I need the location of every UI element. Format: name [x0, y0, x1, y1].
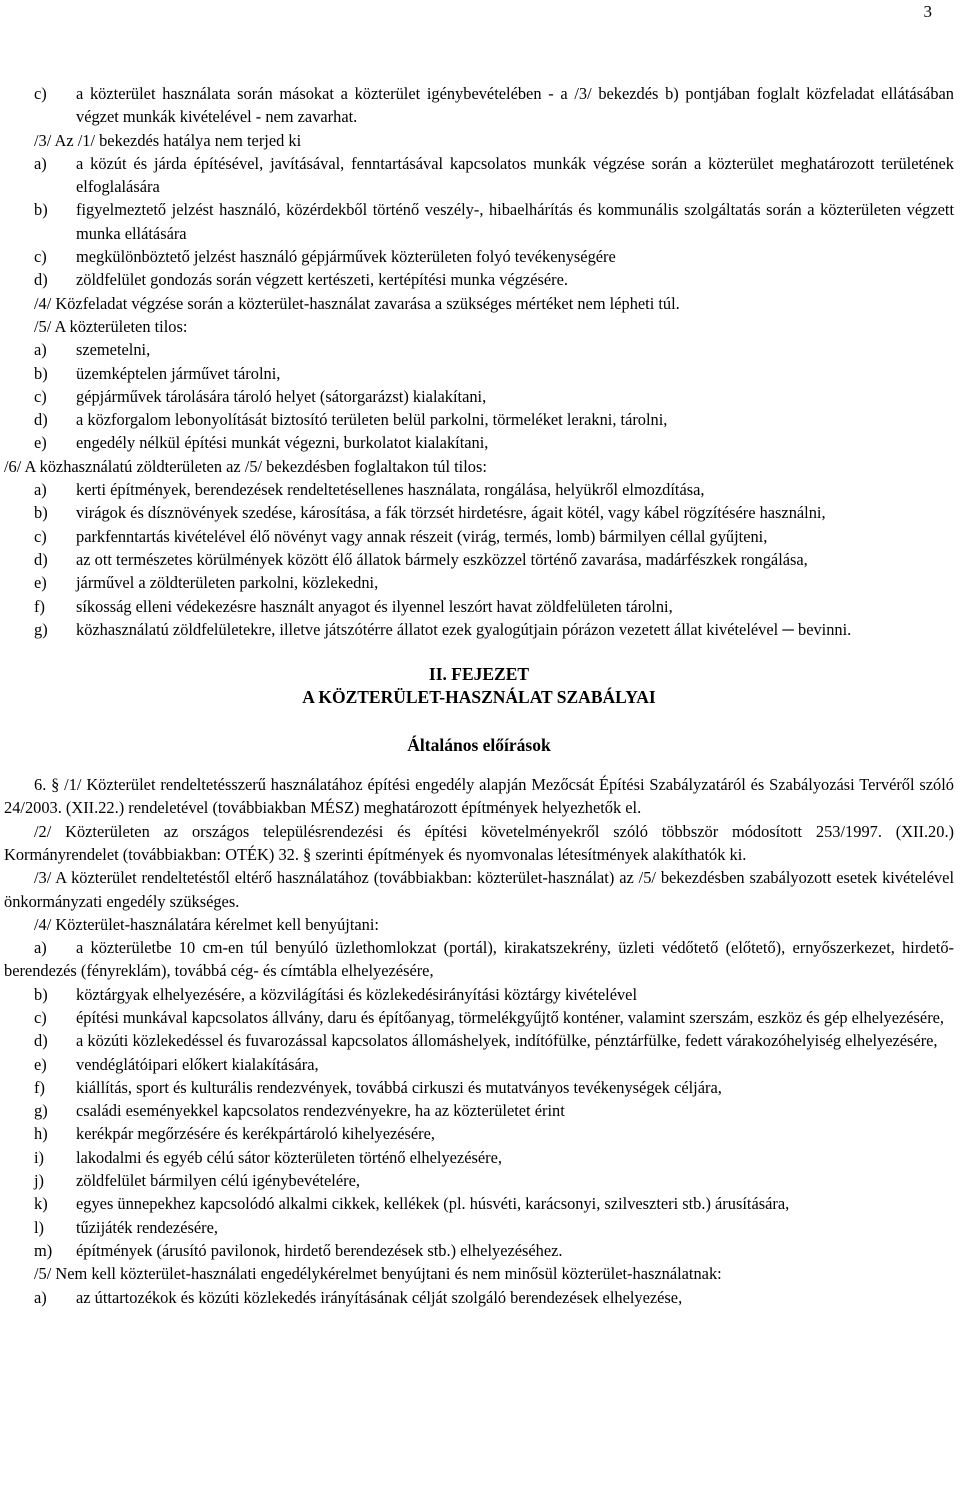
list-item	[4, 1053, 954, 1076]
item-label: c)	[34, 526, 47, 546]
list-item	[4, 362, 954, 385]
item-label: m)	[34, 1240, 53, 1260]
item-text: figyelmeztető jelzést használó, közérdekből történő veszély-, hibaelhárítás és kommunális szolgáltatás során a közterületen végzett munka ellátására	[76, 200, 954, 243]
section-6-paragraph-3: /3/ A közterület rendeltetéstől eltérő használatához (továbbiakban: közterület-használat) az /5/ bekezdésben szabályozott esetek kivételével önkormányzati engedély szükséges.	[4, 868, 954, 911]
list-item	[4, 983, 954, 1006]
item-label: a)	[34, 153, 47, 173]
item-label: i)	[34, 1147, 45, 1167]
paragraph-5: /5/ A közterületen tilos:	[34, 316, 188, 336]
section-6-paragraph-2: /2/ Közterületen az országos településrendezési és építési követelményekről szóló többször módosított 253/1997. (XII.20.) Kormányrendelet (továbbiakban: OTÉK) 32. § szerinti építmények és nyomvonalas létesítmények alakíthatók ki.	[4, 821, 954, 864]
list-item	[4, 1286, 954, 1309]
item-label: g)	[34, 1101, 48, 1121]
item-label: e)	[34, 573, 47, 593]
list-item	[4, 82, 954, 129]
list-item	[4, 198, 954, 245]
item-text: engedély nélkül építési munkát végezni, burkolatot kialakítani,	[76, 433, 489, 453]
item-text: megkülönböztető jelzést használó gépjárművek közterületen folyó tevékenységére	[76, 247, 616, 267]
item-text: építési munkával kapcsolatos állvány, daru és építőanyag, törmelékgyűjtő konténer, valamint szerszám, eszköz és gép elhelyezésére,	[76, 1007, 945, 1027]
paragraph-4: /4/ Közfeladat végzése során a közterület-használat zavarása a szükséges mértéket nem lépheti túl.	[34, 293, 680, 313]
item-label: h)	[34, 1124, 48, 1144]
item-label: d)	[34, 549, 48, 569]
list-item	[4, 1239, 954, 1262]
item-text: szemetelni,	[76, 340, 151, 360]
item-text: a közterület használata során másokat a közterület igénybevételében - a /3/ bekezdés b) pontjában foglalt közfeladat ellátásában végzet munkák kivételével - nem zavarhat.	[76, 84, 954, 127]
item-text: a közterületbe 10 cm-en túl benyúló üzlethomlokzat (portál), kirakatszekrény, üzleti védőtető (előtető), ernyőszerkezet, hirdető-berendezés (fényreklám), továbbá cég- és címtábla elhelyezésére,	[4, 938, 954, 981]
item-label: j)	[34, 1171, 45, 1191]
document-body	[4, 82, 954, 1309]
list-item	[4, 152, 954, 199]
list-item	[4, 571, 954, 594]
item-text: a közút és járda építésével, javításával, fenntartásával kapcsolatos munkák végzése során a közterület meghatározott területének elfoglalására	[76, 153, 954, 197]
item-label: l)	[34, 1217, 45, 1237]
paragraph-6: /6/ A közhasználatú zöldterületen az /5/ bekezdésben foglaltakon túl tilos:	[4, 456, 487, 476]
list-item	[4, 548, 954, 571]
list-item	[4, 1169, 954, 1192]
item-text: köztárgyak elhelyezésére, a közvilágítási és közlekedésirányítási köztárgy kivételével	[76, 984, 637, 1004]
item-label: d)	[34, 410, 48, 430]
list-item	[4, 385, 954, 408]
item-label: a)	[34, 938, 47, 958]
item-label: f)	[34, 1077, 45, 1097]
item-label: f)	[34, 596, 45, 616]
item-text: síkosság elleni védekezésre használt anyagot és ilyennel leszórt havat zöldfelületen tárolni,	[76, 596, 673, 616]
item-label: d)	[34, 1031, 48, 1051]
p3-list	[4, 152, 954, 292]
item-text: virágok és dísznövények szedése, károsítása, a fák törzsét hirdetésre, ágait kötél, vagy kábel rögzítésére használni,	[76, 503, 826, 523]
item-label: a)	[34, 480, 47, 500]
item-text: építmények (árusító pavilonok, hirdető berendezések stb.) elhelyezéséhez.	[76, 1240, 563, 1260]
list-item	[4, 338, 954, 361]
item-text: parkfenntartás kivételével élő növényt vagy annak részeit (virág, termés, lomb) bármilyen céllal gyűjteni,	[76, 526, 768, 546]
item-text: vendéglátóipari előkert kialakítására,	[76, 1054, 319, 1074]
list-item	[4, 1099, 954, 1122]
item-label: b)	[34, 984, 48, 1004]
list-item	[4, 1029, 954, 1052]
item-label: c)	[34, 84, 47, 103]
list-item	[4, 1122, 954, 1145]
list-item	[4, 478, 954, 501]
item-label: d)	[34, 270, 48, 290]
section-6-paragraph-4: /4/ Közterület-használatára kérelmet kell benyújtani:	[34, 914, 379, 934]
item-text: gépjárművek tárolására tároló helyet (sátorgarázst) kialakítani,	[76, 386, 487, 406]
list-item	[4, 595, 954, 618]
item-text: az ott természetes körülmények között élő állatok bármely eszközzel történő zavarása, madárfészkek rongálása,	[76, 549, 808, 569]
item-text: a közforgalom lebonyolítását biztosító területen belül parkolni, törmeléket lerakni, tárolni,	[76, 410, 668, 430]
item-text: járművel a zöldterületen parkolni, közlekedni,	[76, 573, 379, 593]
page-number: 3	[923, 2, 932, 21]
item-text: egyes ünnepekhez kapcsolódó alkalmi cikkek, kellékek (pl. húsvéti, karácsonyi, szilveszteri stb.) árusítására,	[76, 1194, 790, 1214]
item-text: zöldfelület gondozás során végzett kertészeti, kertépítési munka végzésére.	[76, 270, 568, 290]
item-text: zöldfelület bármilyen célú igénybevételére,	[76, 1171, 360, 1191]
item-text: a közúti közlekedéssel és fuvarozással kapcsolatos állomáshelyek, indítófülke, pénztárfülke, fedett várakozóhelyiség elhelyezésére,	[76, 1031, 938, 1051]
list-item	[4, 1006, 954, 1029]
chapter-title: A KÖZTERÜLET-HASZNÁLAT SZABÁLYAI	[302, 687, 656, 708]
list-item	[4, 408, 954, 431]
list-item	[4, 936, 954, 983]
item-text: üzemképtelen járművet tárolni,	[76, 363, 281, 383]
item-text: kerti építmények, berendezések rendeltetésellenes használata, rongálása, helyükről elmozdítása,	[76, 480, 705, 500]
s6-p4-list	[4, 936, 954, 1262]
list-item	[4, 501, 954, 524]
section-title: Általános előírások	[407, 734, 551, 755]
p5-list	[4, 338, 954, 454]
s6-p5-list	[4, 1286, 954, 1309]
item-text: lakodalmi és egyéb célú sátor közterületen történő elhelyezésére,	[76, 1147, 502, 1167]
item-label: g)	[34, 619, 48, 639]
item-label: b)	[34, 363, 48, 383]
item-label: k)	[34, 1194, 48, 1214]
list-item	[4, 1146, 954, 1169]
item-label: e)	[34, 433, 47, 453]
list-item	[4, 525, 954, 548]
chapter-number: II. FEJEZET	[428, 664, 530, 685]
item-label: c)	[34, 386, 47, 406]
item-label: b)	[34, 200, 48, 220]
item-label: c)	[34, 1007, 47, 1027]
item-label: a)	[34, 340, 47, 360]
p6-list	[4, 478, 954, 641]
item-text: kiállítás, sport és kulturális rendezvények, továbbá cirkuszi és mutatványos tevékenységek céljára,	[76, 1077, 722, 1097]
item-text: az úttartozékok és közúti közlekedés irányításának célját szolgáló berendezések elhelyezése,	[76, 1287, 683, 1307]
section-6-paragraph-5: /5/ Nem kell közterület-használati engedélykérelmet benyújtani és nem minősül közterület-használatnak:	[34, 1264, 722, 1284]
list-item	[4, 1076, 954, 1099]
item-label: b)	[34, 503, 48, 523]
item-text: kerékpár megőrzésére és kerékpártároló kihelyezésére,	[76, 1124, 436, 1144]
item-text: tűzijáték rendezésére,	[76, 1217, 218, 1237]
item-label: a)	[34, 1287, 47, 1307]
paragraph-3: /3/ Az /1/ bekezdés hatálya nem terjed ki	[34, 130, 302, 150]
list-item	[4, 618, 954, 641]
list-item	[4, 431, 954, 454]
item-label: c)	[34, 247, 47, 267]
item-text: családi eseményekkel kapcsolatos rendezvényekre, ha az közterületet érint	[76, 1101, 565, 1121]
list-item	[4, 1192, 954, 1215]
list-item	[4, 1216, 954, 1239]
list-item	[4, 245, 954, 268]
section-6-paragraph-1: 6. § /1/ Közterület rendeltetésszerű használatához építési engedély alapján Mezőcsát Építési Szabályzatáról és Szabályozási Tervéről szóló 24/2003. (XII.22.) rendeletével (továbbiakban MÉSZ) meghatározott építmények helyezhetők el.	[4, 775, 954, 818]
list-item	[4, 268, 954, 291]
item-text: közhasználatú zöldfelületekre, illetve játszótérre állatot ezek gyalogútjain pórázon vezetett állat kivételével ─ bevinni.	[76, 619, 852, 639]
item-label: e)	[34, 1054, 47, 1074]
